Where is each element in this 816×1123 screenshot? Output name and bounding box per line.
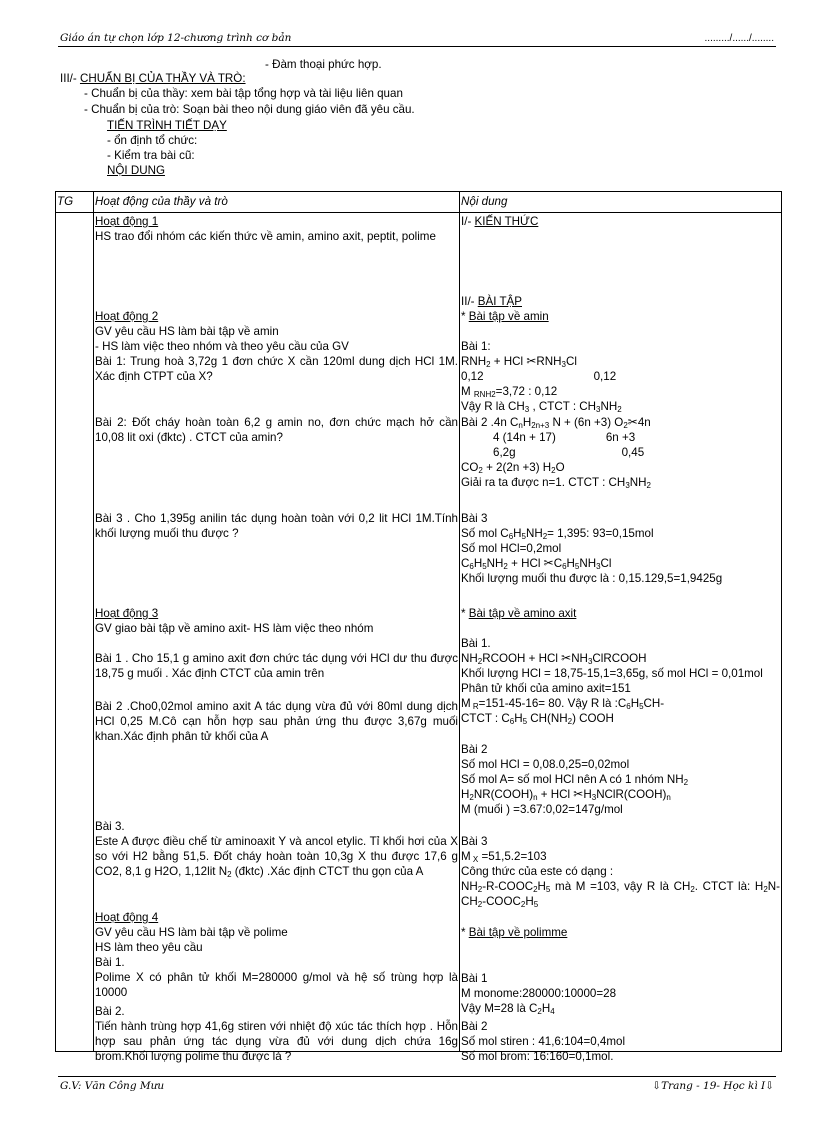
polymer-exercise-2: Bài 2. Tiến hành trùng hợp 41,6g stiren với nhiệt độ xúc tác thích hợp . Hỗn hợp sau phản ứng tác dụng vừa đủ với dung dịch chứa 16g brom.Khối lượng polime thu được là ? xyxy=(95,1005,458,1064)
time-cell xyxy=(56,213,94,1052)
polymer-solution-1: Bài 1 M monome:280000:10000=28 Vậy M=28 là $C_2H_4$ xyxy=(461,972,617,1017)
amin-solution-3: Bài 3 Số mol $C_6H_5NH_2= 1,395$: 93=0,15mol Số mol HCl=0,2mol $C_6H_5NH_2$ + HCl $✂C_6H_5NH_3Cl$ Khối lượng muối thu được là : 0,15.129,5=1,9425g xyxy=(461,512,723,586)
header-title: Giáo án tự chọn lớp 12-chương trình cơ bản xyxy=(60,32,292,44)
exercises-heading: II/- BÀI TẬP xyxy=(461,295,522,308)
amin-exercise-2: Bài 2: Đốt cháy hoàn toàn 6,2 g amin no, đơn chức mạch hở cần 10,08 lit oxi (đktc) . CTCT của amin? xyxy=(95,416,458,445)
table-body-row xyxy=(56,213,782,1052)
header-date: ........./....../........ xyxy=(704,33,774,44)
page-header xyxy=(58,30,776,47)
amino-acid-solution-1: Bài 1. $NH_2RCOOH$ + HCl $✂NH_3ClRCOOH$ Khối lượng HCl = 18,75-15,1=3,65g, số mol HCl = 0,01mol Phân tử khối của amino axit=151 M $_R$=151-45-16= 80. Vậy R là $:C_6H_5CH-$ CTCT : $C_6H_5$ $CH(NH_2)$ COOH xyxy=(461,637,763,727)
footer-page: ⇩Trang - 19- Học kì I⇩ xyxy=(652,1080,774,1092)
polymer-exercise-1: Polime X có phân tử khối M=280000 g/mol và hệ số trùng hợp là 10000 xyxy=(95,971,458,1000)
reaction-arrow-icon: ✂ xyxy=(543,556,554,571)
page-footer xyxy=(58,1076,776,1095)
section3-heading: III/- CHUẨN BỊ CỦA THẦY VÀ TRÒ: xyxy=(60,72,246,85)
activity-4: Hoạt động 4 GV yêu cầu HS làm bài tập về polime HS làm theo yêu cầu Bài 1. Polime X có phân tử khối M=280000 g/mol và hệ số trùng hợp là 10000 xyxy=(95,911,458,1000)
activities-cell xyxy=(94,213,460,1064)
amino-acid-exercise-3: Bài 3. Este A được điều chế từ aminoaxit Y và ancol etylic. Tỉ khối hơi của X so với H2 bằng 51,5. Đốt cháy hoàn toàn 10,3g X thu được 17,6 g CO2, 8,1 g H2O, 1,12lit $N_2$ (đktc) .Xác định CTCT thu gọn của A xyxy=(95,820,458,880)
step-organize: - ổn định tổ chức: xyxy=(107,134,198,147)
activity-3: Hoạt động 3 GV giao bài tập về amino axit- HS làm việc theo nhóm xyxy=(95,607,374,636)
amino-acid-solution-3: Bài 3 M $_X$ =51,5.2=103 Công thức của este có dạng : $NH_2-R-COOC_2H_5$ mà M =103, vậy R là $CH_2$. CTCT là: $H_2N-CH_2-COOC_2H_5$ xyxy=(461,835,780,910)
col-header-activities: Hoạt động của thầy và trò xyxy=(94,192,460,213)
lesson-table xyxy=(55,191,782,1064)
prep-student: - Chuẩn bị của trò: Soạn bài theo nội dung giáo viên đã yêu cầu. xyxy=(84,103,415,116)
amin-solution-2: Bài 2 .4n $C_nH_{2n+3}$ N + (6n +3) $O_2✂4n$ 4 (14n + 17) 6n +3 6,2g 0,45 $CO_2 + 2(2n +3)$ $H_2O$ Giải ra ta được n=1. CTCT : $CH_3NH_2$ xyxy=(461,415,651,491)
col-header-content: Nội dung xyxy=(460,192,782,213)
table-header-row xyxy=(56,192,782,213)
amino-acid-solution-2: Bài 2 Số mol HCl = 0,08.0,25=0,02mol Số mol A= số mol HCl nên A có 1 nhóm $NH_2$ $H_2NR(COOH)_n$ + HCl $✂H_3NClR(COOH)_n$ M (muối ) =3.67:0,02=147g/mol xyxy=(461,743,689,817)
prep-teacher: - Chuẩn bị của thầy: xem bài tập tổng hợp và tài liệu liên quan xyxy=(84,87,403,100)
col-header-time: TG xyxy=(56,192,94,213)
activity-2: Hoạt động 2 GV yêu cầu HS làm bài tập về amin - HS làm việc theo nhóm và theo yêu cầu của GV Bài 1: Trung hoà 3,72g 1 đơn chức X cần 120ml dung dịch HCl 1M. Xác định CTPT của X? xyxy=(95,310,458,384)
content-title: NỘI DUNG xyxy=(107,164,165,177)
activity-1: Hoạt động 1 HS trao đổi nhóm các kiến thức về amin, amino axit, peptit, polime xyxy=(95,215,436,244)
amin-exercise-1: Bài 1: Trung hoà 3,72g 1 đơn chức X cần 120ml dung dịch HCl 1M. Xác định CTPT của X? xyxy=(95,355,458,384)
reaction-arrow-icon: ✂ xyxy=(561,651,572,666)
amin-solution-1: Bài 1: $RNH_2$ + HCl $✂RNH_3Cl$ 0,12 0,12 M $_{RNH2}$=3,72 : 0,12 Vậy R là $CH_3$ , CTCT : $CH_3NH_2$ xyxy=(461,340,622,415)
method-line: - Đàm thoại phức hợp. xyxy=(265,58,382,71)
reaction-arrow-icon: ✂ xyxy=(573,787,584,802)
amino-acid-exercise-2: Bài 2 .Cho0,02mol amino axit A tác dụng vừa đủ với 80ml dung dịch HCl 0,25 M.Cô cạn hỗn hợp sau phản ứng thu được 3,67g muối khan.Xác định phân tử khối của A xyxy=(95,700,458,744)
footer-author: G.V: Văn Công Mưu xyxy=(60,1080,165,1092)
polymer-solution-2: Bài 2 Số mol stiren : 41,6:104=0,4mol Số mol brom: 16:160=0,1mol. xyxy=(461,1020,626,1064)
amino-acid-exercises-heading: * Bài tập về amino axit xyxy=(461,607,577,620)
step-check: - Kiểm tra bài cũ: xyxy=(107,149,195,162)
amin-exercises-heading: * Bài tập về amin xyxy=(461,310,549,323)
amin-exercise-3: Bài 3 . Cho 1,395g anilin tác dụng hoàn toàn với 0,2 lit HCl 1M.Tính khối lượng muối thu được ? xyxy=(95,512,458,541)
polymer-exercises-heading: * Bài tập về polimme xyxy=(461,926,568,939)
reaction-arrow-icon: ✂ xyxy=(526,354,537,369)
lesson-process-title: TIẾN TRÌNH TIẾT DẠY xyxy=(107,119,227,132)
reaction-arrow-icon: ✂ xyxy=(627,415,638,429)
amino-acid-exercise-1: Bài 1 . Cho 15,1 g amino axit đơn chức tác dụng với HCl dư thu được 18,75 g muối . Xác định CTCT của amin trên xyxy=(95,652,458,681)
knowledge-heading: I/- KIẾN THỨC xyxy=(461,215,539,228)
content-cell xyxy=(460,213,782,1064)
